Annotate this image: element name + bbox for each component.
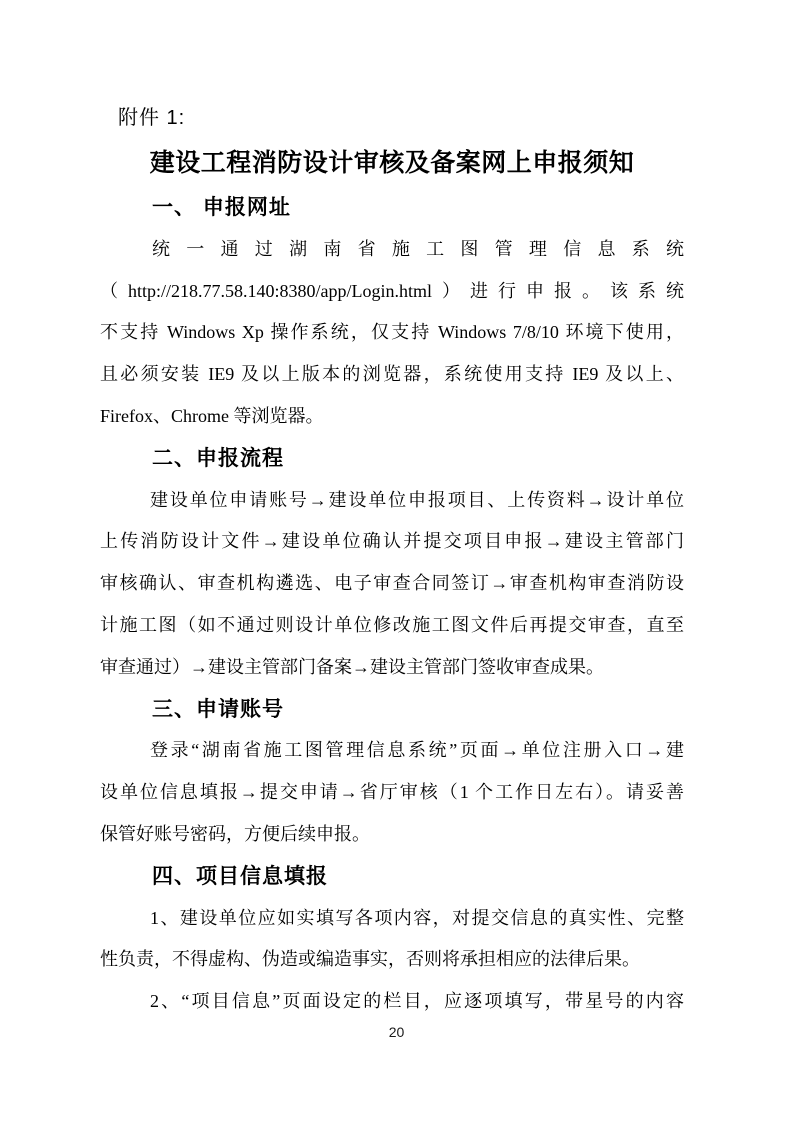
document-content	[100, 0, 684, 1023]
page-number: 20	[388, 1024, 405, 1040]
text-line: 且必须安装 IE9 及以上版本的浏览器，系统使用支持 IE9 及以上、	[100, 364, 684, 385]
text-line: 保管好账号密码，方便后续申报。	[100, 823, 370, 844]
text-line: 不支持 Windows Xp 操作系统，仅支持 Windows 7/8/10 环境下使用，	[100, 322, 684, 343]
text-line: 2、“项目信息”页面设定的栏目，应逐项填写，带星号的内容	[150, 991, 684, 1012]
section-heading: 四、项目信息填报	[152, 864, 328, 888]
document-body	[100, 187, 684, 1023]
text-line: 建设单位申请账号→建设单位申报项目、上传资料→设计单位	[150, 489, 684, 510]
text-line: 审核确认、审查机构遴选、电子审查合同签订→审查机构审查消防设	[100, 573, 684, 594]
attachment-label: 附件 1:	[118, 107, 186, 129]
text-line: 统 一 通 过 湖 南 省 施 工 图 管 理 信 息 系 统	[152, 238, 684, 259]
text-line: 1、建设单位应如实填写各项内容，对提交信息的真实性、完整	[150, 907, 684, 928]
section-heading: 一、 申报网址	[152, 196, 291, 219]
text-line: Firefox、Chrome 等浏览器。	[100, 405, 324, 426]
document-title: 建设工程消防设计审核及备案网上申报须知	[149, 150, 635, 177]
text-line: 上传消防设计文件→建设单位确认并提交项目申报→建设主管部门	[100, 531, 684, 552]
section-heading: 三、申请账号	[152, 697, 284, 721]
text-line: 计施工图（如不通过则设计单位修改施工图文件后再提交审查，直至	[100, 614, 684, 635]
text-line: 设单位信息填报→提交申请→省厅审核（1 个工作日左右）。请妥善	[100, 782, 684, 803]
section-heading: 二、申报流程	[152, 446, 284, 470]
text-line: 性负责，不得虚构、伪造或编造事实，否则将承担相应的法律后果。	[100, 949, 640, 970]
text-line: 审查通过）→建设主管部门备案→建设主管部门签收审查成果。	[100, 656, 604, 677]
text-line: 登录“湖南省施工图管理信息系统”页面→单位注册入口→建	[150, 740, 684, 761]
text-line: （http://218.77.58.140:8380/app/Login.html）进行申报。该系统	[100, 280, 684, 301]
